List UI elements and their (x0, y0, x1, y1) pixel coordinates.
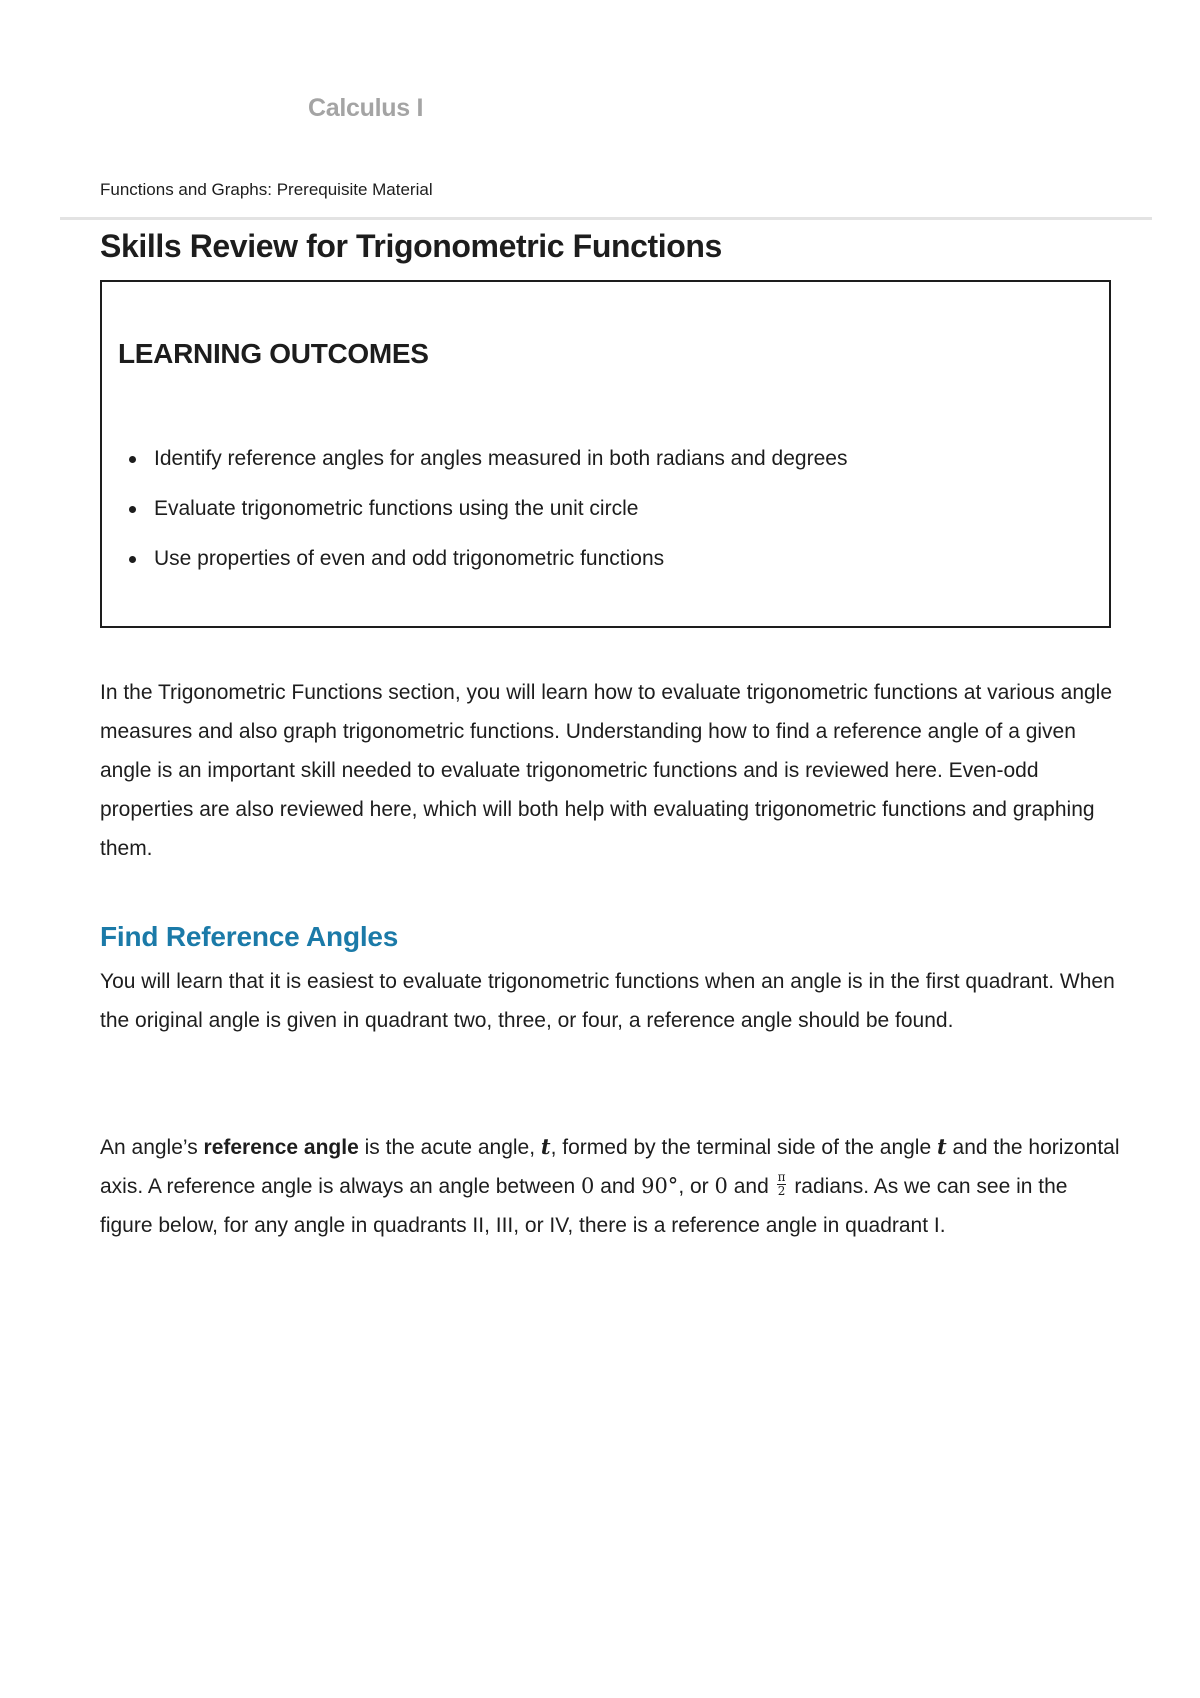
reference-angle-term: reference angle (203, 1136, 359, 1159)
math-ninety-degrees: 90° (641, 1174, 679, 1198)
paragraph-text: and (594, 1175, 642, 1198)
section-heading-find-reference-angles: Find Reference Angles (100, 921, 399, 952)
section-paragraph-2 (100, 1127, 1120, 1245)
math-zero: 0 (580, 1174, 595, 1198)
learning-outcomes-list (126, 446, 847, 596)
learning-outcome-item: Evaluate trigonometric functions using the unit circle (126, 496, 847, 546)
course-title: Calculus I (308, 94, 424, 122)
paragraph-text: and the horizontal axis. A reference angle is always an angle between (100, 1136, 1120, 1198)
fraction-denominator: 2 (777, 1183, 786, 1198)
page-title: Skills Review for Trigonometric Functions (100, 228, 722, 264)
breadcrumb[interactable]: Functions and Graphs: Prerequisite Material (100, 180, 433, 199)
header-divider (60, 217, 1152, 220)
paragraph-text: is the acute angle, (358, 1136, 541, 1159)
math-fraction-pi-over-2 (777, 1171, 787, 1198)
learning-outcomes-heading: LEARNING OUTCOMES (118, 338, 429, 369)
section-paragraph-1: You will learn that it is easiest to evaluate trigonometric functions when an angle is in the first quadrant. When the original angle is given in quadrant two, three, or four, a reference angle should be found. (100, 970, 1115, 1032)
paragraph-text: , or (678, 1175, 715, 1198)
paragraph-text: radians. As we can see in the figure below, for any angle in quadrants II, III, or IV, there is a reference angle in quadrant I. (100, 1175, 1068, 1237)
learning-outcomes-box (100, 280, 1111, 628)
learning-outcome-item: Use properties of even and odd trigonometric functions (126, 546, 847, 596)
math-variable-t: t (937, 1134, 947, 1159)
fraction-numerator: π (777, 1169, 786, 1184)
paragraph-text: and (727, 1175, 775, 1198)
math-zero: 0 (714, 1174, 728, 1198)
intro-paragraph: In the Trigonometric Functions section, you will learn how to evaluate trigonometric functions at various angle measures and also graph trigonometric functions. Understanding how to find a reference angle of a given angle is an important skill needed to evaluate trigonometric functions and is reviewed here. Even-odd properties are also reviewed here, which will both help with evaluating trigonometric functions and graphing them. (100, 681, 1113, 860)
learning-outcome-item: Identify reference angles for angles measured in both radians and degrees (126, 446, 847, 496)
math-variable-t: t (540, 1134, 551, 1159)
paragraph-text: An angle’s (100, 1136, 204, 1159)
paragraph-text: , formed by the terminal side of the angle (550, 1136, 937, 1159)
